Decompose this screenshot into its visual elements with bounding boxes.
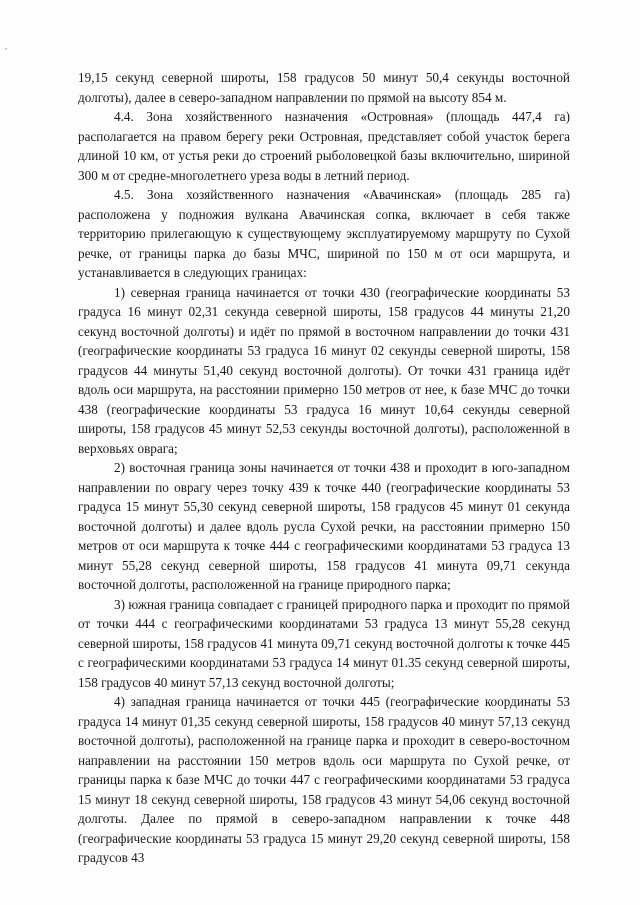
paragraph-continuation: 19,15 секунд северной широты, 158 градусов 50 минут 50,4 секунды восточной долготы), далее в северо-западном направлении по прямой на высоту 854 м. [78,70,570,105]
paragraph-southern-border: 3) южная граница совпадает с границей природного парка и проходит по прямой от точки 444 с географическими координатами 53 градуса 13 минут 55,28 секунд северной широты, 158 градусов 41 минута 09,71 секунд восточной долготы к точке 445 с географическими координатами 53 градуса 14 минут 01.35 секунд северной широты, 158 градусов 40 минут 57,13 секунд восточной долготы; [78,596,570,690]
scan-speck [5,48,7,50]
paragraph-northern-border: 1) северная граница начинается от точки 430 (географические координаты 53 градуса 16 минут 02,31 секунда северной широты, 158 градусов 44 минуты 21,20 секунд восточной долготы) и идёт по прямой в восточном направлении до точки 431 (географические координаты 53 градуса 16 минут 02 секунды северной широты, 158 градусов 44 минуты 51,40 секунд восточной долготы). От точки 431 граница идёт вдоль оси маршрута, на расстоянии примерно 150 метров от нее, к базе МЧС до точки 438 (географические координаты 53 градуса 16 минут 10,64 секунды северной широты, 158 градусов 45 минут 52,53 секунды восточной долготы), расположенной в верховьях оврага; [78,284,570,456]
document-body [78,68,570,868]
paragraph-eastern-border: 2) восточная граница зоны начинается от точки 438 и проходит в юго-западном направлении по оврагу через точку 439 к точке 440 (географические координаты 53 градуса 15 минут 55,30 секунд северной широты, 158 градусов 45 минут 01 секунда восточной долготы) и далее вдоль русла Сухой речки, на расстоянии примерно 150 метров от оси маршрута к точке 444 с географическими координатами 53 градуса 13 минут 55,28 секунд северной широты, 158 градусов 41 минута 09,71 секунда восточной долготы, расположенной на границе природного парка; [78,460,570,592]
paragraph-zone-avachinskaya: 4.5. Зона хозяйственного назначения «Авачинская» (площадь 285 га) расположена у подножия вулкана Авачинская сопка, включает в себя также территорию прилегающую к существующему эксплуатируемому маршруту по Сухой речке, от границы парка до базы МЧС, шириной по 150 м от оси маршрута, и устанавливается в следующих границах: [78,187,570,280]
paragraph-zone-ostrovnaya: 4.4. Зона хозяйственного назначения «Островная» (площадь 447,4 га) располагается на правом берегу реки Островная, представляет собой участок берега длиной 10 км, от устья реки до строений рыболовецкой базы включительно, шириной 300 м от средне-многолетнего уреза воды в летний период. [78,109,570,183]
paragraph-western-border: 4) западная граница начинается от точки 445 (географические координаты 53 градуса 14 минут 01,35 секунд северной широты, 158 градусов 40 минут 57,13 секунд восточной долготы), расположенной на границе парка и проходит в северо-восточном направлении на расстоянии 150 метров вдоль оси маршрута по Сухой речке, от границы парка к базе МЧС до точки 447 с географическими координатами 53 градуса 15 минут 18 секунд северной широты, 158 градусов 43 минут 54,06 секунд восточной долготы. Далее по прямой в северо-западном направлении к точке 448 (географические координаты 53 градуса 15 минут 29,20 секунд северной широты, 158 градусов 43 [78,694,570,865]
